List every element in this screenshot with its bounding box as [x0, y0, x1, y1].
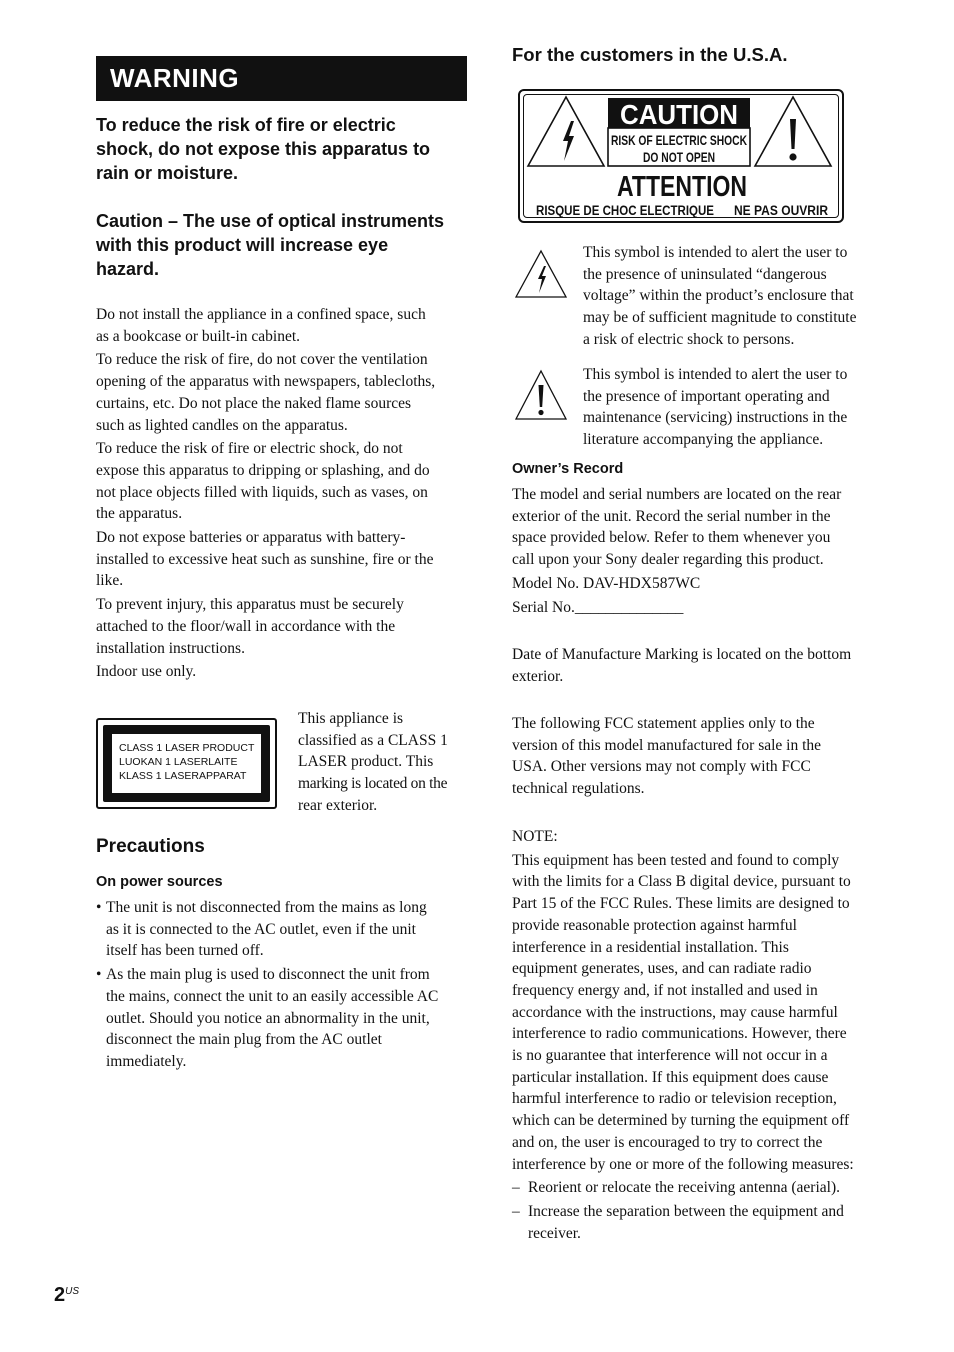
left-column [96, 56, 467, 1070]
precautions-title: Precautions [96, 836, 205, 857]
precautions-heading [96, 836, 205, 858]
text-line: particular installation. If this equipment does cause [512, 1068, 829, 1086]
lightning-symbol-icon [514, 249, 568, 299]
paragraph-injury [96, 594, 476, 659]
text-line: literature accompanying the appliance. [583, 431, 824, 449]
laser-description [298, 708, 473, 817]
text-line: installed to excessive heat such as sunshine, fire or the [96, 550, 434, 568]
lightning-symbol-description [583, 242, 893, 351]
text-line: as it is connected to the AC outlet, even if the unit [106, 920, 416, 938]
text-line: expose this apparatus to dripping or splashing, and do [96, 461, 430, 479]
caution-label-graphic [518, 89, 844, 223]
text-line: accordance with the instructions, may cause harmful [512, 1003, 838, 1021]
text-line: frequency energy and, if not installed and used in [512, 981, 818, 999]
caution-word: CAUTION [620, 99, 738, 130]
text-line: rear exterior. [298, 796, 378, 814]
text-line: interference to radio communications. However, there [512, 1025, 847, 1043]
text-line: and on, the user is encouraged to try to correct the [512, 1133, 823, 1151]
text-line: technical regulations. [512, 780, 645, 798]
text-line: which can be determined by turning the equipment off [512, 1112, 850, 1130]
text-line: voltage” within the product’s enclosure that [583, 287, 854, 305]
text-line: This equipment has been tested and found to comply [512, 851, 840, 869]
text-line: as a bookcase or built-in cabinet. [96, 327, 301, 345]
attention-word: ATTENTION [617, 171, 747, 203]
model-number: Model No. DAV-HDX587WC [512, 574, 701, 592]
exclamation-triangle-icon [755, 97, 831, 166]
text-line: The unit is not disconnected from the mains as long [106, 899, 427, 916]
warning-statement [96, 113, 476, 185]
laser-label-line: CLASS 1 LASER PRODUCT [119, 742, 255, 754]
list-item: – Reorient or relocate the receiving antenna (aerial). [512, 1177, 892, 1199]
text-line: USA. Other versions may not comply with FCC [512, 758, 811, 776]
text-line: This symbol is intended to alert the user to [583, 244, 848, 261]
page-number-suffix: US [65, 1286, 80, 1297]
serial-number: Serial No.______________ [512, 598, 684, 616]
usa-heading: For the customers in the U.S.A. [512, 44, 788, 65]
laser-label-line: KLASS 1 LASERAPPARAT [119, 770, 247, 782]
note-label: NOTE: [512, 828, 558, 845]
text-line: call upon your Sony dealer regarding this product. [512, 551, 824, 569]
paragraph-liquids [96, 438, 476, 525]
list-item: • As the main plug is used to disconnect the unit from the mains, connect the unit to an easily accessible AC outlet. Should you notice an abnormality in the unit, disconnect the main plug from the AC outlet immediately. [96, 964, 476, 1073]
text-line: space provided below. Refer to them whenever you [512, 529, 831, 547]
fcc-note [512, 826, 892, 1244]
text-line: Reorient or relocate the receiving antenna (aerial). [528, 1179, 840, 1197]
text-line: a risk of electric shock to persons. [583, 330, 795, 348]
risque-line: RISQUE DE CHOC ELECTRIQUE [536, 203, 714, 218]
owners-record-text [512, 484, 892, 618]
power-bullets [96, 897, 476, 1073]
text-line: outlet. Should you notice an abnormality in the unit, [106, 1009, 430, 1027]
caution-label [518, 89, 844, 223]
text-line: classified as a CLASS 1 [298, 731, 448, 749]
text-line: is no guarantee that interference will not occur in a [512, 1047, 828, 1065]
text-line: Do not install the appliance in a confined space, such [96, 306, 426, 323]
exclamation-symbol-description [583, 364, 893, 451]
text-line: marking is located on the [298, 775, 448, 793]
ne-pas-line: NE PAS OUVRIR [734, 203, 829, 218]
text-line: The following FCC statement applies only to the [512, 715, 815, 732]
text-line: To reduce the risk of fire or electric shock, do not [96, 440, 403, 458]
caution-line: hazard. [96, 259, 160, 279]
optical-caution-statement [96, 209, 476, 281]
text-line: like. [96, 572, 124, 590]
list-item: • The unit is not disconnected from the mains as long as it is connected to the AC outlet, even if the unit itself has been turned off. [96, 897, 476, 962]
text-line: exterior of the unit. Record the serial number in the [512, 507, 831, 525]
text-line: not place objects filled with liquids, such as vases, on [96, 483, 428, 501]
laser-product-label [96, 718, 277, 809]
date-marking-text [512, 644, 892, 687]
text-line: To reduce the risk of fire, do not cover the ventilation [96, 351, 428, 369]
text-line: may be of sufficient magnitude to constitute [583, 309, 857, 327]
text-line: immediately. [106, 1052, 187, 1070]
text-line: receiver. [528, 1224, 581, 1242]
warning-line: To reduce the risk of fire or electric [96, 115, 396, 135]
right-column [512, 44, 884, 1242]
fcc-statement [512, 713, 892, 800]
power-sources-title: On power sources [96, 874, 223, 890]
power-sources-heading [96, 874, 223, 890]
text-line: equipment generates, uses, and can radiate radio [512, 960, 812, 978]
paragraph-batteries [96, 527, 476, 592]
paragraph-ventilation [96, 349, 476, 436]
text-line: curtains, etc. Do not place the naked flame sources [96, 394, 412, 412]
risk-line1: RISK OF ELECTRIC SHOCK [611, 132, 747, 148]
text-line: Part 15 of the FCC Rules. These limits are designed to [512, 895, 850, 913]
owners-record-heading: Owner’s Record [512, 461, 624, 477]
text-line: To prevent injury, this apparatus must be securely [96, 596, 404, 614]
text-line: Date of Manufacture Marking is located on the bottom [512, 646, 852, 663]
text-line: itself has been turned off. [106, 942, 264, 960]
safety-paragraphs [96, 304, 476, 683]
text-line: This appliance is [298, 710, 404, 727]
laser-label-line: LUOKAN 1 LASERLAITE [119, 756, 238, 768]
page-number-value: 2 [54, 1284, 66, 1306]
text-line: with the limits for a Class B digital device, pursuant to [512, 873, 851, 891]
page-number [54, 1284, 79, 1307]
text-line: harmful interference to radio or television reception, [512, 1090, 837, 1108]
text-line: opening of the apparatus with newspapers, tablecloths, [96, 373, 436, 391]
text-line: attached to the floor/wall in accordance with the [96, 617, 396, 635]
exclamation-symbol-icon [514, 369, 568, 421]
text-line: provide reasonable protection against harmful [512, 916, 797, 934]
text-line: LASER product. This [298, 753, 434, 771]
text-line: maintenance (servicing) instructions in the [583, 409, 848, 427]
text-line: interference by one or more of the following measures: [512, 1155, 854, 1173]
warning-line: shock, do not expose this apparatus to [96, 139, 431, 159]
text-line: Indoor use only. [96, 663, 197, 681]
caution-line: Caution – The use of optical instruments [96, 211, 445, 231]
paragraph-install [96, 304, 476, 347]
text-line: such as lighted candles on the apparatus. [96, 416, 348, 434]
text-line: Increase the separation between the equipment and [528, 1202, 844, 1220]
list-item: – Increase the separation between the equipment and receiver. [512, 1201, 892, 1244]
lightning-triangle-icon [528, 97, 604, 166]
text-line: the apparatus. [96, 505, 183, 523]
laser-label-text [112, 734, 261, 793]
paragraph-indoor [96, 661, 476, 683]
text-line: version of this model manufactured for sale in the [512, 736, 822, 754]
text-line: The model and serial numbers are located on the rear [512, 486, 842, 503]
text-line: the presence of uninsulated “dangerous [583, 265, 827, 283]
text-line: As the main plug is used to disconnect the unit from [106, 966, 430, 984]
text-line: installation instructions. [96, 639, 245, 657]
warning-heading: WARNING [96, 56, 467, 101]
text-line: This symbol is intended to alert the user to [583, 366, 848, 383]
text-line: disconnect the main plug from the AC outlet [106, 1031, 382, 1049]
text-line: exterior. [512, 667, 564, 685]
risk-line2: DO NOT OPEN [643, 149, 715, 165]
text-line: the mains, connect the unit to an easily accessible AC [106, 987, 439, 1005]
warning-line: rain or moisture. [96, 163, 239, 183]
caution-line: with this product will increase eye [96, 235, 389, 255]
text-line: interference in a residential installation. This [512, 938, 789, 956]
text-line: the presence of important operating and [583, 387, 830, 405]
text-line: Do not expose batteries or apparatus with battery- [96, 529, 406, 547]
